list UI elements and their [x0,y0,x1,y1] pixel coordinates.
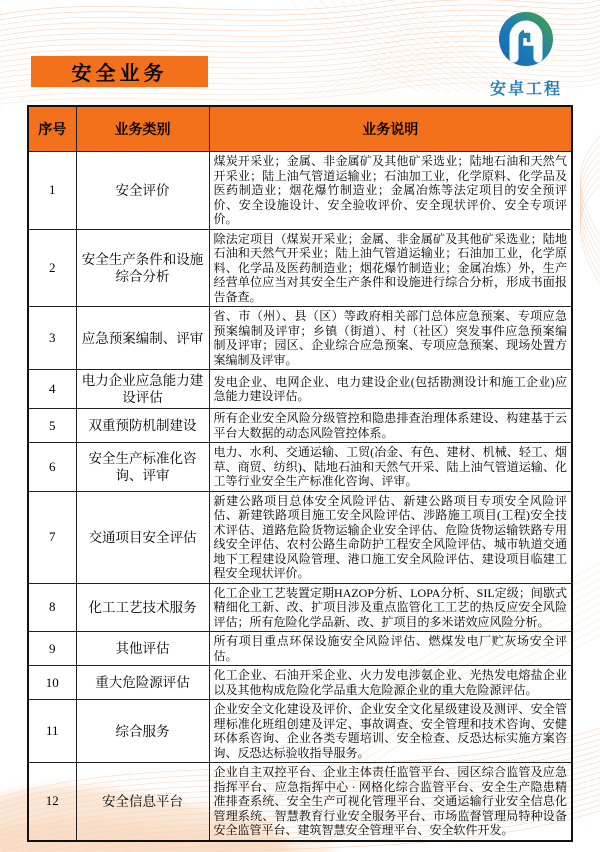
header-no: 序号 [28,106,76,152]
row-category: 双重预防机制建设 [76,409,209,443]
row-description: 发电企业、电网企业、电力建设企业(包括勘测设计和施工企业)应急能力建设评估。 [209,370,572,409]
row-description: 企业自主双控平台、企业主体责任监管平台、园区综合监管及应急指挥平台、应急指挥中心 · 网格化综合监管平台、安全生产隐患精准排查系统、安全生产可视化管理平台、交通运输行业安全信息化管理系统、智慧教育行业安全服务平台、市场监督管理局特种设备安全监管平台、建筑智慧安全管理平台、安全软件开发。 [209,763,572,841]
row-category: 化工工艺技术服务 [76,583,209,632]
row-category: 安全生产标准化咨询、评审 [76,443,209,492]
row-description: 化工企业工艺装置定期HAZOP分析、LOPA分析、SIL定级；间歇式精细化工新、改、扩项目涉及重点监管化工工艺的热反应安全风险评估；所有危险化学品新、改、扩项目的多米诺效应风险分析。 [209,583,572,632]
table-row [28,700,572,763]
row-number: 6 [28,443,76,492]
safety-business-table [27,105,573,842]
row-number: 2 [28,229,76,307]
table-row [28,370,572,409]
row-category: 安全评价 [76,152,209,230]
table-row [28,152,572,230]
table-row [28,632,572,666]
table-row [28,763,572,841]
row-description: 省、市（州）、县（区）等政府相关部门总体应急预案、专项应急预案编制及评审；乡镇（街道）、村（社区）突发事件应急预案编制及评审；园区、企业综合应急预案、专项应急预案、现场处置方案编制及评审。 [209,307,572,370]
row-number: 7 [28,491,76,583]
table-row [28,307,572,370]
logo-icon [474,6,578,70]
row-description: 电力、水利、交通运输、工贸(冶金、有色、建材、机械、轻工、烟草、商贸、纺织)、陆地石油和天然气开采、陆上油气管道运输、化工等行业安全生产标准化咨询、评审。 [209,443,572,492]
row-category: 安全生产条件和设施综合分析 [76,229,209,307]
table-row [28,443,572,492]
table-row [28,491,572,583]
row-category: 应急预案编制、评审 [76,307,209,370]
row-number: 9 [28,632,76,666]
row-category: 安全信息平台 [76,763,209,841]
page-title: 安全业务 [71,63,168,85]
table-row [28,229,572,307]
table-header-row [28,106,572,152]
row-description: 所有项目重点环保设施安全风险评估、燃煤发电厂贮灰场安全评估。 [209,632,572,666]
row-number: 3 [28,307,76,370]
header-category: 业务类别 [76,106,209,152]
row-number: 10 [28,666,76,700]
row-number: 12 [28,763,76,841]
title-banner [31,56,208,87]
row-number: 8 [28,583,76,632]
table-row [28,583,572,632]
row-description: 除法定项目（煤炭开采业；金属、非金属矿及其他矿采选业；陆地石油和天然气开采业；陆上油气管道运输业；石油加工业，化学原料、化学品及医药制造业；烟花爆竹制造业；金属冶炼）外，生产经营单位应当对其安全生产条件和设施进行综合分析，形成书面报告备查。 [209,229,572,307]
row-number: 5 [28,409,76,443]
row-category: 交通项目安全评估 [76,491,209,583]
row-category: 重大危险源评估 [76,666,209,700]
row-number: 1 [28,152,76,230]
row-description: 化工企业、石油开采企业、火力发电涉氨企业、光热发电熔盐企业以及其他构成危险化学品重大危险源企业的重大危险源评估。 [209,666,572,700]
row-number: 11 [28,700,76,763]
row-description: 新建公路项目总体安全风险评估、新建公路项目专项安全风险评估、新建铁路项目施工安全风险评估、涉路施工项目(工程)安全技术评估、道路危险货物运输企业安全评估、危险货物运输铁路专用线安全评估、农村公路生命防护工程安全风险评估、城市轨道交通地下工程建设风险管理、港口施工安全风险评估、建设项目临建工程安全现状评价。 [209,491,572,583]
row-category: 综合服务 [76,700,209,763]
table-row [28,409,572,443]
table-row [28,666,572,700]
row-description: 企业安全文化建设及评价、企业安全文化星级建设及测评、安全管理标准化班组创建及评定、事故调查、安全管理和技术咨询、安健环体系咨询、企业各类专题培训、安全检查、反恐达标实施方案咨询、反恐达标验收指导服务。 [209,700,572,763]
row-number: 4 [28,370,76,409]
row-description: 所有企业安全风险分级管控和隐患排查治理体系建设、构建基于云平台大数据的动态风险管控体系。 [209,409,572,443]
header-description: 业务说明 [209,106,572,152]
logo-text: 安卓工程 [489,81,562,98]
row-description: 煤炭开采业；金属、非金属矿及其他矿采选业；陆地石油和天然气开采业；陆上油气管道运输业；石油加工业，化学原料、化学品及医药制造业；烟花爆竹制造业；金属冶炼等法定项目的安全预评价、安全设施设计、安全验收评价、安全现状评价、安全专项评价。 [209,152,572,230]
row-category: 其他评估 [76,632,209,666]
row-category: 电力企业应急能力建设评估 [76,370,209,409]
logo [474,6,578,99]
